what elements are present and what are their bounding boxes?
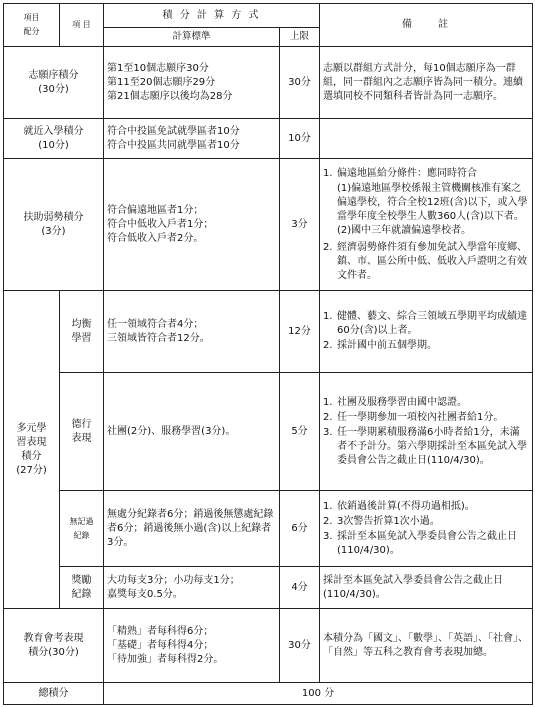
- header-item: 項 目: [60, 4, 104, 47]
- volunteer-limit: 30分: [280, 47, 320, 119]
- no-demerit-name-line2: 紀錄: [73, 530, 90, 540]
- no-demerit-remark-1: 依銷過後計算(不得功過相抵)。: [337, 500, 475, 512]
- no-demerit-remark-3-num: 3.: [323, 530, 333, 542]
- virtue-name-line2: 表現: [71, 432, 92, 444]
- balanced-remark-1: 健體、藝文、綜合三領域五學期平均成績達60分(含)以上者。: [337, 311, 527, 336]
- header-calc-method: 積 分 計 算 方 式: [104, 4, 320, 28]
- exam-name-line2: 積分(30分): [28, 646, 79, 658]
- balanced-remarks: [320, 291, 533, 373]
- diverse-name-line2: 習表現: [16, 436, 47, 448]
- volunteer-standards: [104, 47, 280, 119]
- total-value: 100 分: [104, 683, 533, 705]
- volunteer-remarks: 志願以群組方式計分，每10個志願序為一群組，同一群組內之志願序皆為同一積分。連續選填同校不同類科者皆計為同一志願序。: [320, 47, 533, 119]
- row-exam: [4, 609, 533, 683]
- row-volunteer: [4, 47, 533, 119]
- volunteer-standard-3: 第21個志願序以後均為28分: [107, 90, 233, 102]
- exam-remarks: 本積分為「國文」、「數學」、「英語」、「社會」、「自然」等五科之教育會考表現加總。: [320, 609, 533, 683]
- header-item-allocation: [4, 4, 60, 47]
- support-standard-2: 符合中低收入戶者1分；: [107, 218, 214, 230]
- nearby-remarks: [320, 119, 533, 159]
- balanced-name-line2: 學習: [71, 332, 92, 344]
- awards-name-cell: [60, 567, 104, 609]
- virtue-remark-1-num: 1.: [323, 396, 333, 408]
- header-limit: 上限: [280, 28, 320, 47]
- nearby-standard-1: 符合中投區免試就學區者10分: [107, 125, 240, 137]
- support-standards: [104, 159, 280, 291]
- row-diverse-balanced: [4, 291, 533, 373]
- diverse-name-cell: [4, 291, 60, 609]
- awards-standard-1: 大功每支3分；小功每支1分；: [107, 574, 240, 586]
- nearby-name: 就近入學積分: [23, 125, 84, 137]
- virtue-remark-3: 任一學期累積服務滿6小時者給1分，未滿者不予計分。第六學期採計至本區免試入學委員會公告之截止日(110/4/30)。: [337, 426, 527, 466]
- nearby-standard-2: 符合中投區共同就學區者10分: [107, 139, 240, 151]
- support-remark-1-sub1: (1)偏遠地區學校係報主管機關核准有案之偏遠學校，符合全校12班(含)以下，或入學當學年度全校學生人數360人(含)以下者。: [337, 182, 528, 222]
- header-calc-standard: 計算標準: [104, 28, 280, 47]
- balanced-name-line1: 均衡: [71, 318, 92, 330]
- row-total: [4, 683, 533, 705]
- support-name: 扶助弱勢積分: [23, 211, 84, 223]
- no-demerit-limit: 6分: [280, 491, 320, 567]
- balanced-name-cell: [60, 291, 104, 373]
- exam-name-cell: [4, 609, 104, 683]
- header-remarks: 備 註: [320, 4, 533, 47]
- diverse-name-line3: 積分: [21, 450, 42, 462]
- balanced-standard-1: 任一領域符合者4分；: [107, 318, 204, 330]
- balanced-remark-1-num: 1.: [323, 311, 333, 322]
- balanced-remark-2: 採計國中前五個學期。: [337, 340, 437, 351]
- no-demerit-remark-2-num: 2.: [323, 515, 333, 527]
- balanced-limit: 12分: [280, 291, 320, 373]
- virtue-name-line1: 德行: [71, 418, 92, 430]
- volunteer-name: 志願序積分: [28, 69, 79, 81]
- exam-standard-3: 「待加強」者每科得2分。: [107, 653, 224, 665]
- awards-name-line2: 紀錄: [71, 588, 92, 600]
- total-label: 總積分: [4, 683, 104, 705]
- diverse-points: (27分): [16, 464, 47, 476]
- virtue-remark-2-num: 2.: [323, 411, 333, 423]
- support-standard-3: 符合低收入戶者2分。: [107, 232, 204, 244]
- support-remark-1: 偏遠地區給分條件：應同時符合: [337, 167, 477, 179]
- virtue-remarks: [320, 373, 533, 491]
- virtue-name-cell: [60, 373, 104, 491]
- row-diverse-no-demerit: [4, 491, 533, 567]
- awards-standards: [104, 567, 280, 609]
- no-demerit-remarks: [320, 491, 533, 567]
- balanced-standards: [104, 291, 280, 373]
- virtue-remark-3-num: 3.: [323, 426, 333, 438]
- awards-limit: 4分: [280, 567, 320, 609]
- volunteer-points: (30分): [38, 83, 69, 95]
- no-demerit-remark-1-num: 1.: [323, 500, 333, 512]
- support-points: (3分): [41, 225, 66, 237]
- volunteer-standard-1: 第1至10個志願序30分: [107, 62, 209, 74]
- virtue-standard: 社團(2分)、服務學習(3分)。: [104, 373, 280, 491]
- awards-name-line1: 獎勵: [71, 574, 92, 586]
- nearby-points: (10分): [38, 139, 69, 151]
- virtue-remark-2: 任一學期參加一項校內社團者給1分。: [337, 411, 504, 423]
- support-limit: 3分: [280, 159, 320, 291]
- support-remark-1-sub2: (2)國中三年就讀偏遠學校者。: [337, 224, 472, 236]
- exam-name-line1: 教育會考表現: [23, 632, 84, 644]
- header-row: [4, 4, 533, 28]
- support-remark-2-num: 2.: [323, 241, 333, 253]
- volunteer-name-cell: [4, 47, 104, 119]
- row-nearby: [4, 119, 533, 159]
- exam-limit: 30分: [280, 609, 320, 683]
- awards-remarks: 採計至本區免試入學委員會公告之截止日(110/4/30)。: [320, 567, 533, 609]
- support-standard-1: 符合偏遠地區者1分；: [107, 204, 204, 216]
- no-demerit-name-cell: [60, 491, 104, 567]
- balanced-standard-2: 三領域皆符合者12分。: [107, 332, 210, 344]
- awards-standard-2: 嘉獎每支0.5分。: [107, 588, 183, 600]
- support-name-cell: [4, 159, 104, 291]
- row-diverse-awards: [4, 567, 533, 609]
- score-table: [3, 3, 533, 705]
- no-demerit-standard: 無處分紀錄者6分；銷過後無懲處紀錄者6分；銷過後無小過(含)以上紀錄者3分。: [104, 491, 280, 567]
- exam-standards: [104, 609, 280, 683]
- exam-standard-2: 「基礎」者每科得4分；: [107, 639, 214, 651]
- support-remarks: [320, 159, 533, 291]
- support-remark-2: 經濟弱勢條件須有參加免試入學當年度鄉、鎮、市、區公所中低、低收入戶證明之有效文件者。: [337, 241, 527, 281]
- header-item-allocation-line1: 項目: [23, 13, 40, 22]
- nearby-standards: [104, 119, 280, 159]
- no-demerit-remark-3: 採計至本區免試入學委員會公告之截止日(110/4/30)。: [337, 530, 517, 556]
- no-demerit-name-line1: 無記過: [69, 516, 94, 526]
- row-support: [4, 159, 533, 291]
- no-demerit-remark-2: 3次警告折算1次小過。: [337, 515, 440, 527]
- volunteer-standard-2: 第11至20個志願序29分: [107, 76, 216, 88]
- virtue-remark-1: 社團及服務學習由國中認證。: [337, 396, 467, 408]
- exam-standard-1: 「精熟」者每科得6分；: [107, 625, 214, 637]
- virtue-limit: 5分: [280, 373, 320, 491]
- diverse-name-line1: 多元學: [16, 422, 47, 434]
- header-item-allocation-line2: 配分: [23, 27, 40, 36]
- nearby-limit: 10分: [280, 119, 320, 159]
- nearby-name-cell: [4, 119, 104, 159]
- support-remark-1-num: 1.: [323, 167, 333, 179]
- row-diverse-virtue: [4, 373, 533, 491]
- balanced-remark-2-num: 2.: [323, 340, 333, 351]
